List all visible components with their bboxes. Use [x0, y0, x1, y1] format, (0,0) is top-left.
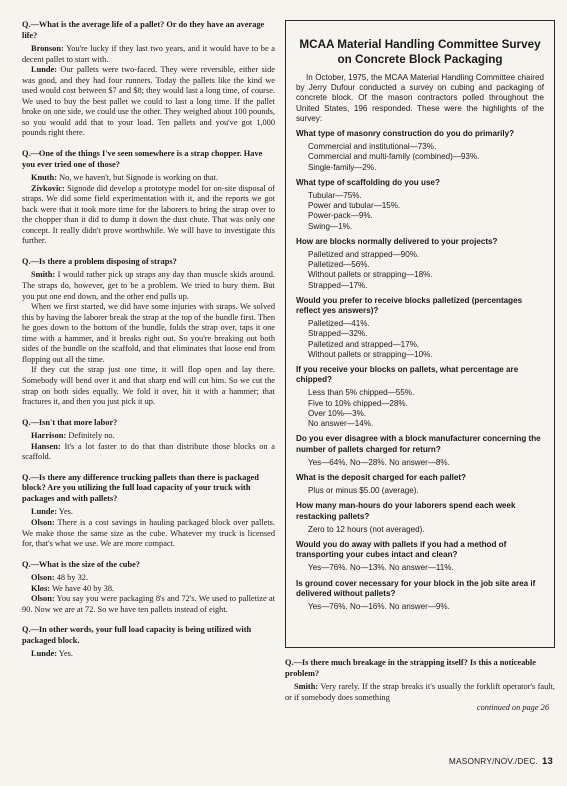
speaker-name: Smith: [294, 682, 319, 692]
qa-block [22, 418, 275, 463]
survey-answer: Power and tubular—15%. [308, 201, 401, 211]
answer-text: Our pallets were two-faced. They were reversible, either side was good, and they had four runners. Today the pallets like the kind we used would cost between $7 and $8; they would last a long time, of course. We used to buy the best pallet we could to last a long time. If the pallet broke on one side, we could use the other. They weighed about 100 pounds, so you would add that to your load. Ten pallets and you've got 1,000 pounds right there. [22, 65, 275, 138]
survey-question: What is the deposit charged for each pallet? [296, 472, 466, 482]
survey-question: What type of scaffolding do you use? [296, 177, 440, 187]
speaker-name: Klos: [31, 583, 51, 593]
survey-answer: Single-family—2%. [308, 162, 377, 172]
answer-paragraph [22, 184, 275, 247]
question: Q.—What is the average life of a pallet? Or do they have an average life? [22, 20, 265, 40]
survey-item [296, 237, 544, 291]
answer-paragraph [22, 518, 275, 550]
answer-paragraph [22, 507, 275, 518]
survey-question: Do you ever disagree with a block manufacturer concerning the number of pallets charged for return? [296, 434, 541, 454]
page-footer [449, 756, 553, 767]
survey-answer: Zero to 12 hours (not averaged). [308, 524, 425, 534]
answer-text: You say you were packaging 8's and 72's. We used to palletize at 90. Now we are at 72. So we have ten pallets instead of eight. [22, 594, 275, 614]
speaker-name: Olson: [31, 517, 55, 527]
speaker-name: Hansen: [31, 441, 61, 451]
answer-text: Yes. [58, 649, 73, 659]
survey-item [296, 365, 544, 429]
question: Q.—Is there much breakage in the strapping itself? Is this a noticeable problem? [285, 658, 536, 678]
page-number: 13 [542, 756, 553, 767]
speaker-name: Lunde: [31, 65, 57, 75]
question: Q.—In other words, your full load capacity is being utilized with packaged block. [22, 625, 252, 645]
survey-answer: Five to 10% chipped—28%. [308, 398, 408, 408]
survey-answer: Strapped—32%. [308, 329, 368, 339]
survey-answer: Commercial and multi-family (combined)—93%. [308, 152, 480, 162]
survey-answer: Tubular—75%. [308, 191, 362, 201]
qa-block [285, 658, 555, 714]
survey-answer: Without pallets or strapping—10%. [308, 349, 433, 359]
answer-text: There is a cost savings in hauling packaged block over pallets. We make those the same size as the cube. Whatever my truck is licensed for, that's what we use. We are more compact. [22, 517, 275, 549]
answer-text: You're lucky if they last two years, and it would have to be a decent pallet to start with. [22, 44, 275, 64]
qa-block [22, 560, 275, 616]
speaker-name: Bronson: [31, 44, 64, 54]
qa-block [22, 473, 275, 550]
survey-answer: Swing—1%. [308, 221, 353, 231]
answer-paragraph [22, 573, 275, 584]
survey-answer: Palletized and strapped—90%. [308, 250, 420, 260]
survey-item [296, 129, 544, 173]
survey-answer: Palletized and strapped—17%. [308, 339, 420, 349]
survey-answer: Commercial and institutional—73%. [308, 142, 437, 152]
survey-question: What type of masonry construction do you do primarily? [296, 129, 515, 139]
survey-intro: In October, 1975, the MCAA Material Handling Committee chaired by Jerry Dufour conducted a survey on cubing and packaging of concrete block. Of the mason contractors polled throughout the United States, 196 responded. These were the highlights of the survey: [296, 73, 544, 123]
speaker-name: Knuth: [31, 173, 57, 183]
survey-question: If you receive your blocks on pallets, what percentage are chipped? [296, 365, 519, 385]
publication-name: MASONRY/NOV./DEC. [448, 756, 539, 766]
answer-paragraph [22, 594, 275, 615]
survey-answer: Strapped—17%. [308, 280, 368, 290]
answer-paragraph [22, 44, 275, 65]
survey-question: Would you do away with pallets if you had a method of transporting your cubes intact and clean? [296, 539, 507, 560]
qa-block [22, 625, 275, 660]
answer-text: It's a lot faster to do that than distribute those blocks on a scaffold. [22, 441, 276, 462]
survey-answer: No answer—14%. [308, 419, 374, 429]
survey-sidebar-box [285, 20, 555, 648]
answer-text: I would rather pick up straps any day than muscle skids around. The straps do, however, get to be a problem. We tried to bury them. But you put one end down, and the other end pulls up. [22, 270, 275, 301]
speaker-name: Harrison: [31, 431, 67, 441]
survey-question: Is ground cover necessary for your block in the job site area if delivered without pallets? [296, 578, 536, 598]
speaker-name: Olson: [31, 573, 55, 583]
question: Q.—Is there a problem disposing of straps? [22, 256, 177, 266]
answer-text: If they cut the strap just one time, it will flop open and lay there. Somebody will bend over it and that sharp end will cut him. So we cut the strap on both sides equally. We fold it over, hit it with a hammer; that fractures it, and then you just pick it up. [22, 365, 275, 407]
speaker-name: Olson: [31, 594, 55, 604]
speaker-name: Lunde: [31, 507, 57, 517]
speaker-name: Smith: [31, 270, 56, 280]
survey-item [296, 178, 544, 232]
answer-paragraph [22, 442, 275, 463]
speaker-name: Zivkovic: [31, 183, 65, 193]
survey-answer: Over 10%—3%. [308, 408, 367, 418]
answer-paragraph [22, 65, 275, 139]
answer-paragraph [22, 649, 275, 660]
survey-answer: Yes—76%. No—13%. No answer—11%. [308, 563, 454, 573]
answer-paragraph [22, 431, 275, 442]
question: Q.—Is there any difference trucking pallets than there is packaged block? Are you utilizing the full load capacity of your truck with packages and with pallets? [22, 472, 259, 503]
survey-item [296, 434, 544, 468]
question: Q.—What is the size of the cube? [22, 559, 140, 569]
survey-answer: Without pallets or strapping—18%. [308, 270, 433, 280]
answer-text: No, we haven't, but Signode is working on that. [59, 173, 218, 183]
survey-item [296, 296, 544, 360]
answer-text: Signode did develop a prototype model for on-site disposal of straps. We did some field experimentation with it, and the reports we got back were that it took more time for the laborers to bring the strap over to the chopper than it did to dump it down the dust chute. That was only one concept. It really didn't prove worthwhile. We will have to investigate this further. [22, 183, 275, 246]
survey-answer: Yes—64%. No—28%. No answer—8%. [308, 457, 450, 467]
left-column [22, 20, 275, 670]
answer-paragraph [22, 584, 275, 595]
survey-answer: Power-pack—9%. [308, 211, 373, 221]
answer-paragraph [285, 682, 555, 703]
survey-item [296, 473, 544, 496]
answer-text: Definitely no. [68, 431, 115, 441]
survey-answer: Palletized—41%. [308, 319, 370, 329]
answer-paragraph [22, 302, 275, 365]
survey-question: How many man-hours do your laborers spend each week restacking pallets? [296, 501, 516, 521]
survey-question: How are blocks normally delivered to your projects? [296, 236, 498, 246]
speaker-name: Lunde: [31, 649, 57, 659]
answer-text: Yes. [58, 507, 73, 517]
survey-item [296, 540, 544, 574]
answer-text: We have 40 by 38. [51, 583, 115, 593]
answer-text: When we first started, we did have some injuries with straps. We solved this by having the laborer break the strap at the top of the bundle first. Then he goes down to the bottom of the bundle, folds the strap over, taps it one time with a hammer, and it breaks right out. So you're breaking out both sides of the bundle on the scaffold, and that eliminates that loose end from flopping out all the time. [22, 302, 275, 364]
continued-note: continued on page 26 [476, 703, 549, 713]
qa-block [22, 257, 275, 408]
survey-answer: Plus or minus $5.00 (average). [308, 486, 419, 496]
question: Q.—One of the things I've seen somewhere is a strap chopper. Have you ever tried one of those? [22, 149, 263, 169]
survey-question: Would you prefer to receive blocks palletized (percentages reflect yes answers)? [296, 295, 523, 316]
survey-answer: Yes—76%. No—16%. No answer—9%. [308, 601, 450, 611]
answer-paragraph [22, 270, 275, 302]
answer-paragraph [22, 173, 275, 184]
answer-text: Very rarely. If the strap breaks it's usually the forklift operator's fault, or if somebody does something [285, 682, 555, 702]
survey-item [296, 579, 544, 613]
answer-text: 48 by 32. [56, 573, 89, 583]
answer-paragraph [22, 365, 275, 407]
survey-item [296, 501, 544, 535]
survey-title: MCAA Material Handling Committee Survey on Concrete Block Packaging [299, 38, 541, 66]
right-column [285, 20, 555, 714]
qa-block [22, 20, 275, 139]
survey-answer: Palletized—56%. [308, 260, 370, 270]
qa-block [22, 149, 275, 247]
survey-answer: Less than 5% chipped—55%. [308, 388, 415, 398]
question: Q.—Isn't that more labor? [22, 417, 118, 427]
